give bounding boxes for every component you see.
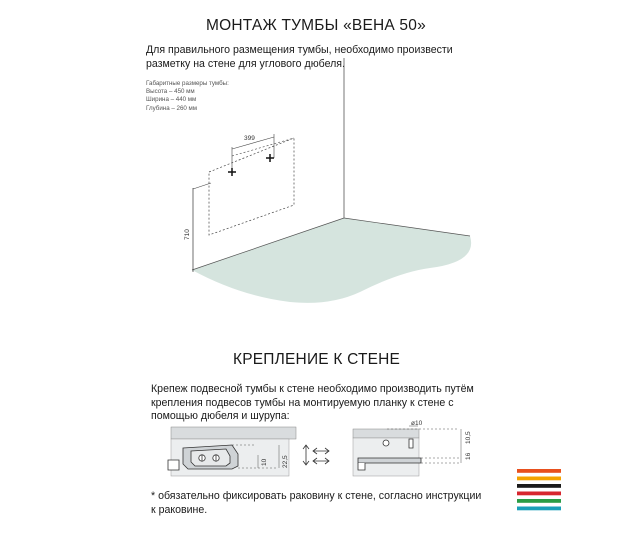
stripe-green <box>517 499 561 503</box>
intro-line-1: Для правильного размещения тумбы, необходимо произвести <box>146 44 453 56</box>
stripe-orange <box>517 469 561 473</box>
stripe-black <box>517 484 561 488</box>
sink-note <box>151 490 481 517</box>
fixing-line-3: помощью дюбеля и шурупа: <box>151 410 290 423</box>
fixing-line-2: крепления подвесов тумбы на монтируемую планку к стене с <box>151 396 454 409</box>
cabinet-outline <box>209 138 294 235</box>
label-10: 10 <box>261 458 268 466</box>
floor-shape <box>192 218 471 303</box>
adjustment-arrows-icon <box>303 445 329 465</box>
label-710: 710 <box>184 229 191 240</box>
label-diam10: ø10 <box>411 420 423 427</box>
label-10-5: 10,5 <box>465 431 472 444</box>
stripe-red <box>517 492 561 496</box>
fixing-line-1: Крепеж подвесной тумбы к стене необходимо производить путём <box>151 383 474 395</box>
stripe-teal <box>517 507 561 511</box>
label-399: 399 <box>244 135 255 142</box>
hanger-diagram <box>150 418 490 490</box>
sink-note-line-2: к раковине. <box>151 503 208 516</box>
drill-mark-left <box>228 168 236 176</box>
sink-note-line-1: * обязательно фиксировать раковину к стене, согласно инструкции <box>151 490 482 502</box>
brand-stripes-logo <box>515 466 565 512</box>
label-16: 16 <box>465 452 472 460</box>
intro-line-2: разметку на стене для углового дюбеля. <box>146 57 345 70</box>
label-22-5: 22,5 <box>282 455 289 468</box>
dimension-height: Высота – 450 мм <box>146 88 195 96</box>
title-wall-fixing: КРЕПЛЕНИЕ К СТЕНЕ <box>233 351 401 368</box>
title-mounting: МОНТАЖ ТУМБЫ «ВЕНА 50» <box>206 17 426 34</box>
dimensions-title: Габаритные размеры тумбы: <box>146 80 229 87</box>
drill-mark-right <box>266 154 274 162</box>
dimension-depth: Глубина – 260 мм <box>146 104 198 112</box>
dimension-width: Ширина – 440 мм <box>146 96 197 104</box>
stripe-yellow <box>517 477 561 481</box>
